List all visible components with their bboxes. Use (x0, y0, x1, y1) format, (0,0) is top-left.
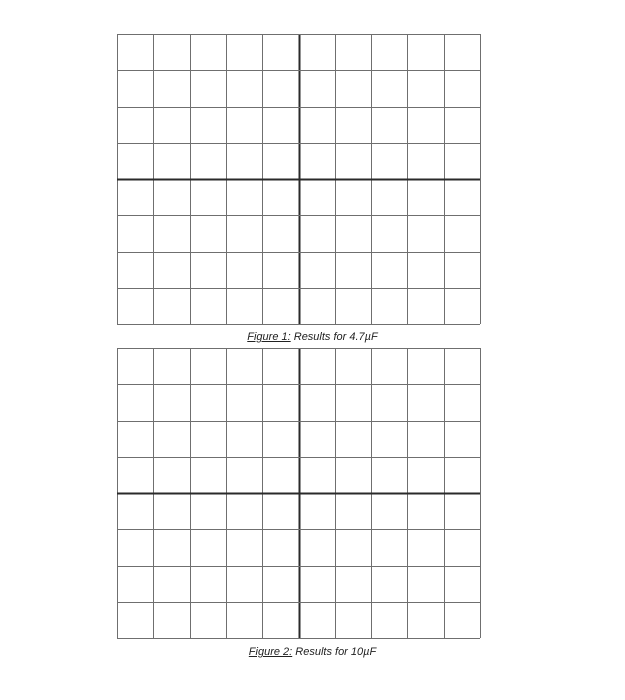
figure-2-caption (0, 646, 625, 658)
figure-2-caption-text: Results for 10µF (292, 646, 377, 658)
figure-1-caption-text: Results for 4.7µF (290, 331, 378, 343)
figure-2-caption-label: Figure 2: (248, 646, 293, 658)
figure-1-caption-label: Figure 1: (247, 331, 291, 343)
figure-1-caption (0, 331, 625, 343)
figure-1-graph-grid (117, 34, 480, 324)
figure-2-graph-grid (117, 348, 480, 638)
